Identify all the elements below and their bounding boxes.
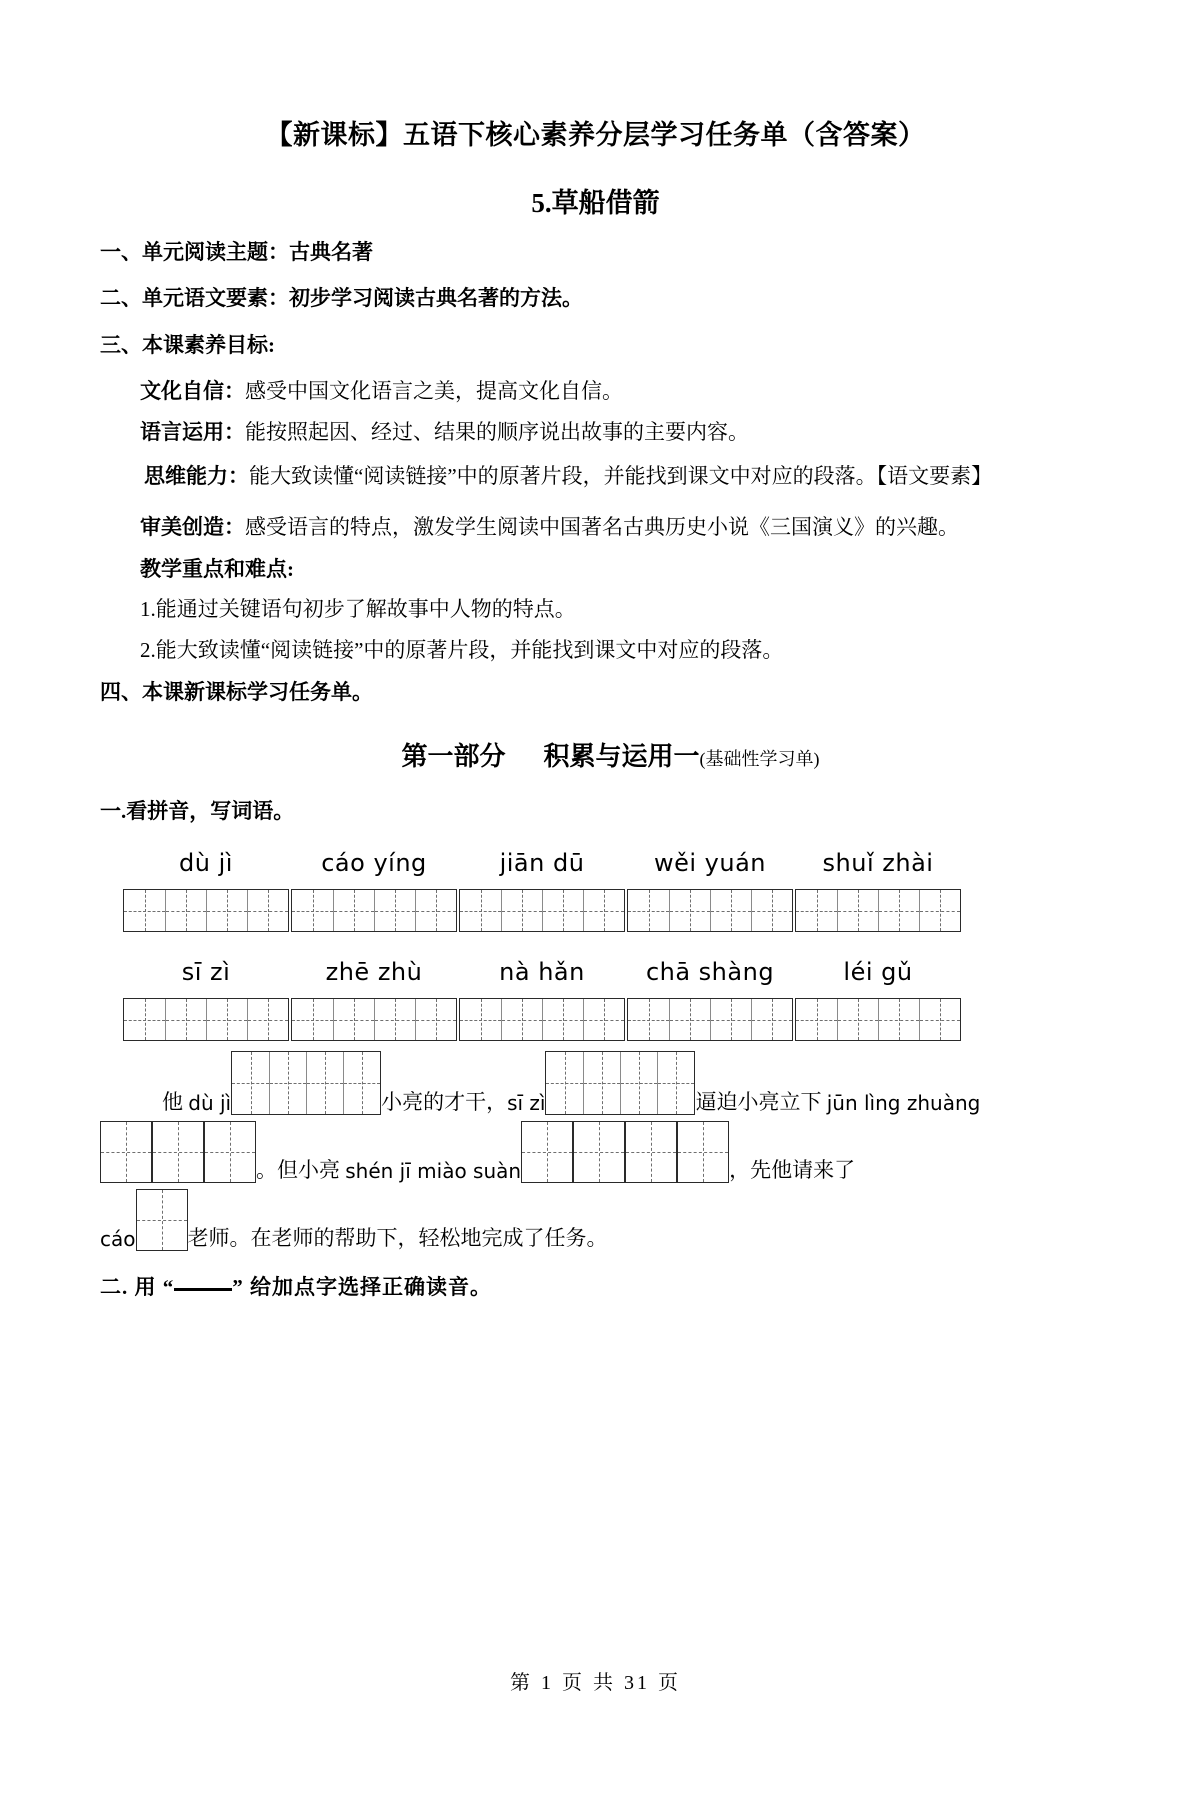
tianzige-cell[interactable]: [343, 1052, 380, 1114]
tianzige-cell[interactable]: [837, 999, 878, 1040]
pinyin-row-2: [100, 958, 1091, 986]
sentence-text: 小亮的才干，: [381, 1090, 508, 1115]
answer-grid-box[interactable]: [231, 1051, 381, 1115]
section-item-2-value: 初步学习阅读古典名著的方法。: [289, 286, 583, 311]
answer-blank-underline[interactable]: [174, 1288, 232, 1291]
tianzige-cell[interactable]: [751, 999, 792, 1040]
pinyin-label: sī zì: [181, 958, 231, 987]
section-item-1-label: 一、单元阅读主题：: [100, 240, 289, 265]
pinyin-label: wěi yuán: [653, 849, 767, 878]
goal-cultural-confidence: [100, 377, 1091, 405]
sentence-pinyin: jūn lìng zhuàng: [826, 1091, 981, 1116]
tianzige-cell[interactable]: [583, 890, 624, 931]
goal-name: 文化自信：: [140, 379, 245, 404]
teaching-focus-item-1: 1.能通过关键语句初步了解故事中人物的特点。: [140, 597, 576, 622]
tianzige-cell[interactable]: [657, 1052, 694, 1114]
tianzige-cell[interactable]: [583, 1052, 620, 1114]
answer-box-group[interactable]: [136, 1189, 188, 1251]
fill-in-sentence-line-1: [100, 1051, 1091, 1115]
writing-grid-slot: [626, 998, 794, 1041]
tianzige-box[interactable]: [152, 1121, 204, 1183]
goal-aesthetic-creation: [100, 513, 1091, 541]
tianzige-box[interactable]: [627, 998, 793, 1041]
tianzige-cell[interactable]: [878, 890, 919, 931]
tianzige-cell[interactable]: [292, 999, 333, 1040]
writing-grid-slot: [794, 889, 962, 932]
tianzige-box[interactable]: [204, 1121, 256, 1183]
pinyin-row-1: [100, 849, 1091, 877]
sentence-pinyin: cáo: [100, 1227, 136, 1252]
goal-thinking-ability: [100, 457, 1091, 497]
exercise-two-prefix: 二. 用 “: [100, 1275, 175, 1300]
part-one-note: (基础性学习单): [699, 749, 820, 770]
sentence-pinyin: sī zì: [507, 1091, 546, 1116]
writing-grid-slot: [122, 998, 290, 1041]
tianzige-cell[interactable]: [415, 890, 456, 931]
tianzige-cell[interactable]: [232, 1052, 269, 1114]
writing-grid-row-1: [100, 889, 1091, 932]
exercise-one-title: 一.看拼音，写词语。: [100, 799, 295, 824]
sentence-text: ，先他请来了: [729, 1158, 856, 1183]
tianzige-cell[interactable]: [124, 890, 165, 931]
sentence-pinyin: shén jī miào suàn: [345, 1159, 522, 1184]
tianzige-cell[interactable]: [247, 999, 288, 1040]
tianzige-box[interactable]: [459, 998, 625, 1041]
tianzige-cell[interactable]: [669, 999, 710, 1040]
tianzige-cell[interactable]: [628, 999, 669, 1040]
tianzige-box[interactable]: [521, 1121, 573, 1183]
exercise-two-suffix: ” 给加点字选择正确读音。: [232, 1275, 492, 1300]
tianzige-cell[interactable]: [306, 1052, 343, 1114]
part-one-title: 第一部分: [401, 742, 506, 772]
tianzige-box[interactable]: [795, 889, 961, 932]
tianzige-cell[interactable]: [269, 1052, 306, 1114]
answer-box-group[interactable]: [100, 1121, 256, 1183]
pinyin-label: dù jì: [179, 849, 233, 878]
tianzige-cell[interactable]: [206, 999, 247, 1040]
tianzige-box[interactable]: [100, 1121, 152, 1183]
tianzige-cell[interactable]: [751, 890, 792, 931]
tianzige-cell[interactable]: [796, 999, 837, 1040]
tianzige-cell[interactable]: [837, 890, 878, 931]
tianzige-box[interactable]: [625, 1121, 677, 1183]
goal-text: 感受语言的特点，激发学生阅读中国著名古典历史小说《三国演义》的兴趣。: [245, 514, 959, 539]
tianzige-cell[interactable]: [374, 999, 415, 1040]
tianzige-box[interactable]: [627, 889, 793, 932]
tianzige-cell[interactable]: [669, 890, 710, 931]
exercise-two-title: [100, 1271, 1091, 1301]
answer-grid-box[interactable]: [545, 1051, 695, 1115]
document-page: [0, 118, 1191, 1802]
tianzige-cell[interactable]: [206, 890, 247, 931]
tianzige-cell[interactable]: [583, 999, 624, 1040]
tianzige-cell[interactable]: [165, 999, 206, 1040]
answer-box-group[interactable]: [521, 1121, 729, 1183]
pinyin-label: cáo yíng: [321, 849, 427, 878]
goal-name: 语言运用：: [140, 420, 245, 445]
tianzige-cell[interactable]: [247, 890, 288, 931]
writing-grid-slot: [458, 998, 626, 1041]
tianzige-box[interactable]: [291, 998, 457, 1041]
sentence-pinyin: dù jì: [188, 1091, 232, 1116]
pinyin-label: zhē zhù: [325, 958, 423, 987]
tianzige-cell[interactable]: [542, 890, 583, 931]
writing-grid-slot: [122, 889, 290, 932]
writing-grid-slot: [290, 998, 458, 1041]
pinyin-label: nà hǎn: [499, 958, 585, 987]
teaching-focus-label: 教学重点和难点:: [140, 557, 294, 582]
tianzige-cell[interactable]: [374, 890, 415, 931]
tianzige-box[interactable]: [795, 998, 961, 1041]
writing-grid-row-2: [100, 998, 1091, 1041]
section-item-1-value: 古典名著: [289, 240, 373, 265]
fill-in-sentence-line-2: [100, 1121, 1091, 1183]
writing-grid-slot: [626, 889, 794, 932]
pinyin-label: shuǐ zhài: [822, 849, 934, 878]
tianzige-cell[interactable]: [710, 890, 751, 931]
part-one-subtitle: 积累与运用一: [543, 742, 700, 772]
tianzige-cell[interactable]: [165, 890, 206, 931]
section-item-2-label: 二、单元语文要素：: [100, 286, 289, 311]
sentence-text: 逼迫小亮立下: [695, 1090, 827, 1115]
tianzige-box[interactable]: [459, 889, 625, 932]
writing-grid-slot: [290, 889, 458, 932]
part-one-heading: [100, 736, 1091, 773]
tianzige-cell[interactable]: [710, 999, 751, 1040]
teaching-focus-item-2: 2.能大致读懂“阅读链接”中的原著片段，并能找到课文中对应的段落。: [140, 637, 784, 662]
tianzige-cell[interactable]: [460, 999, 501, 1040]
tianzige-cell[interactable]: [415, 999, 456, 1040]
tianzige-cell[interactable]: [124, 999, 165, 1040]
tianzige-cell[interactable]: [620, 1052, 657, 1114]
sentence-text: 老师。在老师的帮助下，轻松地完成了任务。: [187, 1226, 608, 1251]
tianzige-cell[interactable]: [919, 890, 960, 931]
writing-grid-slot: [458, 889, 626, 932]
tianzige-box[interactable]: [573, 1121, 625, 1183]
pinyin-label: chā shàng: [645, 958, 775, 987]
page-footer: 第 1 页 共 31 页: [510, 1672, 681, 1694]
goal-name: 思维能力：: [144, 463, 249, 488]
tianzige-box[interactable]: [123, 998, 289, 1041]
document-header-title: 【新课标】五语下核心素养分层学习任务单（含答案）: [265, 120, 926, 150]
goal-text: 感受中国文化语言之美，提高文化自信。: [245, 379, 623, 404]
tianzige-cell[interactable]: [796, 890, 837, 931]
tianzige-box[interactable]: [291, 889, 457, 932]
tianzige-cell[interactable]: [546, 1052, 583, 1114]
tianzige-cell[interactable]: [628, 890, 669, 931]
sentence-text: 。但小亮: [256, 1158, 346, 1183]
pinyin-label: léi gǔ: [843, 958, 913, 987]
writing-grid-slot: [794, 998, 962, 1041]
section-item-3-label: 三、本课素养目标:: [100, 332, 275, 357]
pinyin-label: jiān dū: [499, 849, 585, 878]
section-item-1: [100, 238, 1091, 266]
lesson-title: 5.草船借箭: [531, 188, 660, 219]
tianzige-cell[interactable]: [333, 890, 374, 931]
tianzige-cell[interactable]: [333, 999, 374, 1040]
tianzige-cell[interactable]: [292, 890, 333, 931]
tianzige-cell[interactable]: [501, 999, 542, 1040]
goal-text: 能按照起因、经过、结果的顺序说出故事的主要内容。: [245, 420, 749, 445]
tianzige-cell[interactable]: [501, 890, 542, 931]
tianzige-box[interactable]: [677, 1121, 729, 1183]
section-item-4: 四、本课新课标学习任务单。: [100, 680, 373, 705]
goal-language-use: [100, 418, 1091, 446]
tianzige-box[interactable]: [123, 889, 289, 932]
tianzige-cell[interactable]: [919, 999, 960, 1040]
tianzige-box[interactable]: [136, 1189, 188, 1251]
tianzige-cell[interactable]: [460, 890, 501, 931]
goal-name: 审美创造：: [140, 514, 245, 539]
tianzige-cell[interactable]: [542, 999, 583, 1040]
tianzige-cell[interactable]: [878, 999, 919, 1040]
goal-text: 能大致读懂“阅读链接”中的原著片段，并能找到课文中对应的段落。【语文要素】: [249, 463, 993, 488]
section-item-2: [100, 284, 1091, 312]
fill-in-sentence-line-3: [100, 1189, 1091, 1251]
sentence-text: 他: [162, 1090, 189, 1115]
